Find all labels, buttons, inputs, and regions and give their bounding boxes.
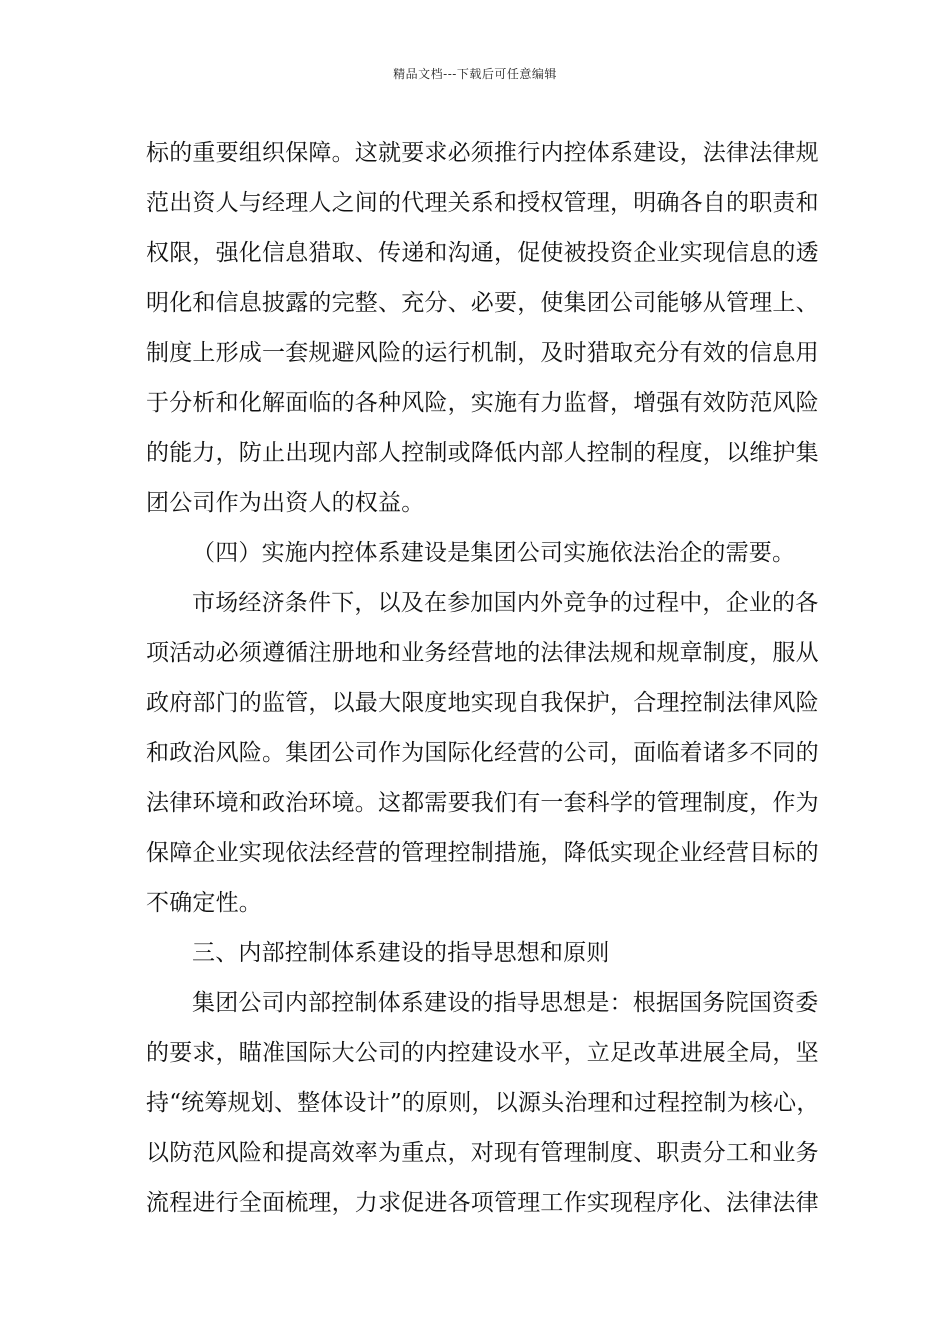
text-line: 集团公司内部控制体系建设的指导思想是：根据国务院国资委 [192, 990, 819, 1016]
text-line: 权限，强化信息猎取、传递和沟通，促使被投资企业实现信息的透 [146, 240, 819, 266]
text-line: 标的重要组织保障。这就要求必须推行内控体系建设，法律法律规 [146, 140, 819, 166]
text-line: （四）实施内控体系建设是集团公司实施依法治企的需要。 [192, 540, 796, 566]
text-line: 三、内部控制体系建设的指导思想和原则 [192, 940, 610, 966]
text-line: 不确定性。 [146, 890, 262, 916]
text-line: 制度上形成一套规避风险的运行机制，及时猎取充分有效的信息用 [146, 340, 819, 366]
text-line: 项活动必须遵循注册地和业务经营地的法律法规和规章制度，服从 [146, 640, 819, 666]
text-line: 范出资人与经理人之间的代理关系和授权管理，明确各自的职责和 [146, 190, 819, 216]
text-line: 政府部门的监管，以最大限度地实现自我保护，合理控制法律风险 [146, 690, 819, 716]
body-text [146, 128, 820, 1228]
text-line: 以防范风险和提高效率为重点，对现有管理制度、职责分工和业务 [146, 1140, 819, 1166]
text-line: 的要求，瞄准国际大公司的内控建设水平，立足改革进展全局，坚 [146, 1040, 819, 1066]
text-line: 团公司作为出资人的权益。 [146, 490, 425, 516]
text-line: 明化和信息披露的完整、充分、必要，使集团公司能够从管理上、 [146, 290, 819, 316]
page-header: 精品文档---下载后可任意编辑 [393, 67, 557, 81]
text-line: 和政治风险。集团公司作为国际化经营的公司，面临着诸多不同的 [146, 740, 819, 766]
text-line: 流程进行全面梳理，力求促进各项管理工作实现程序化、法律法律 [146, 1190, 819, 1216]
text-line: 的能力，防止出现内部人控制或降低内部人控制的程度，以维护集 [146, 440, 819, 466]
text-line: 于分析和化解面临的各种风险，实施有力监督，增强有效防范风险 [146, 390, 819, 416]
text-line: 市场经济条件下，以及在参加国内外竞争的过程中，企业的各 [192, 590, 819, 616]
text-line: 持“统筹规划、整体设计”的原则，以源头治理和过程控制为核心， [146, 1090, 820, 1116]
text-line: 保障企业实现依法经营的管理控制措施，降低实现企业经营目标的 [146, 840, 819, 866]
text-line: 法律环境和政治环境。这都需要我们有一套科学的管理制度，作为 [146, 790, 819, 816]
